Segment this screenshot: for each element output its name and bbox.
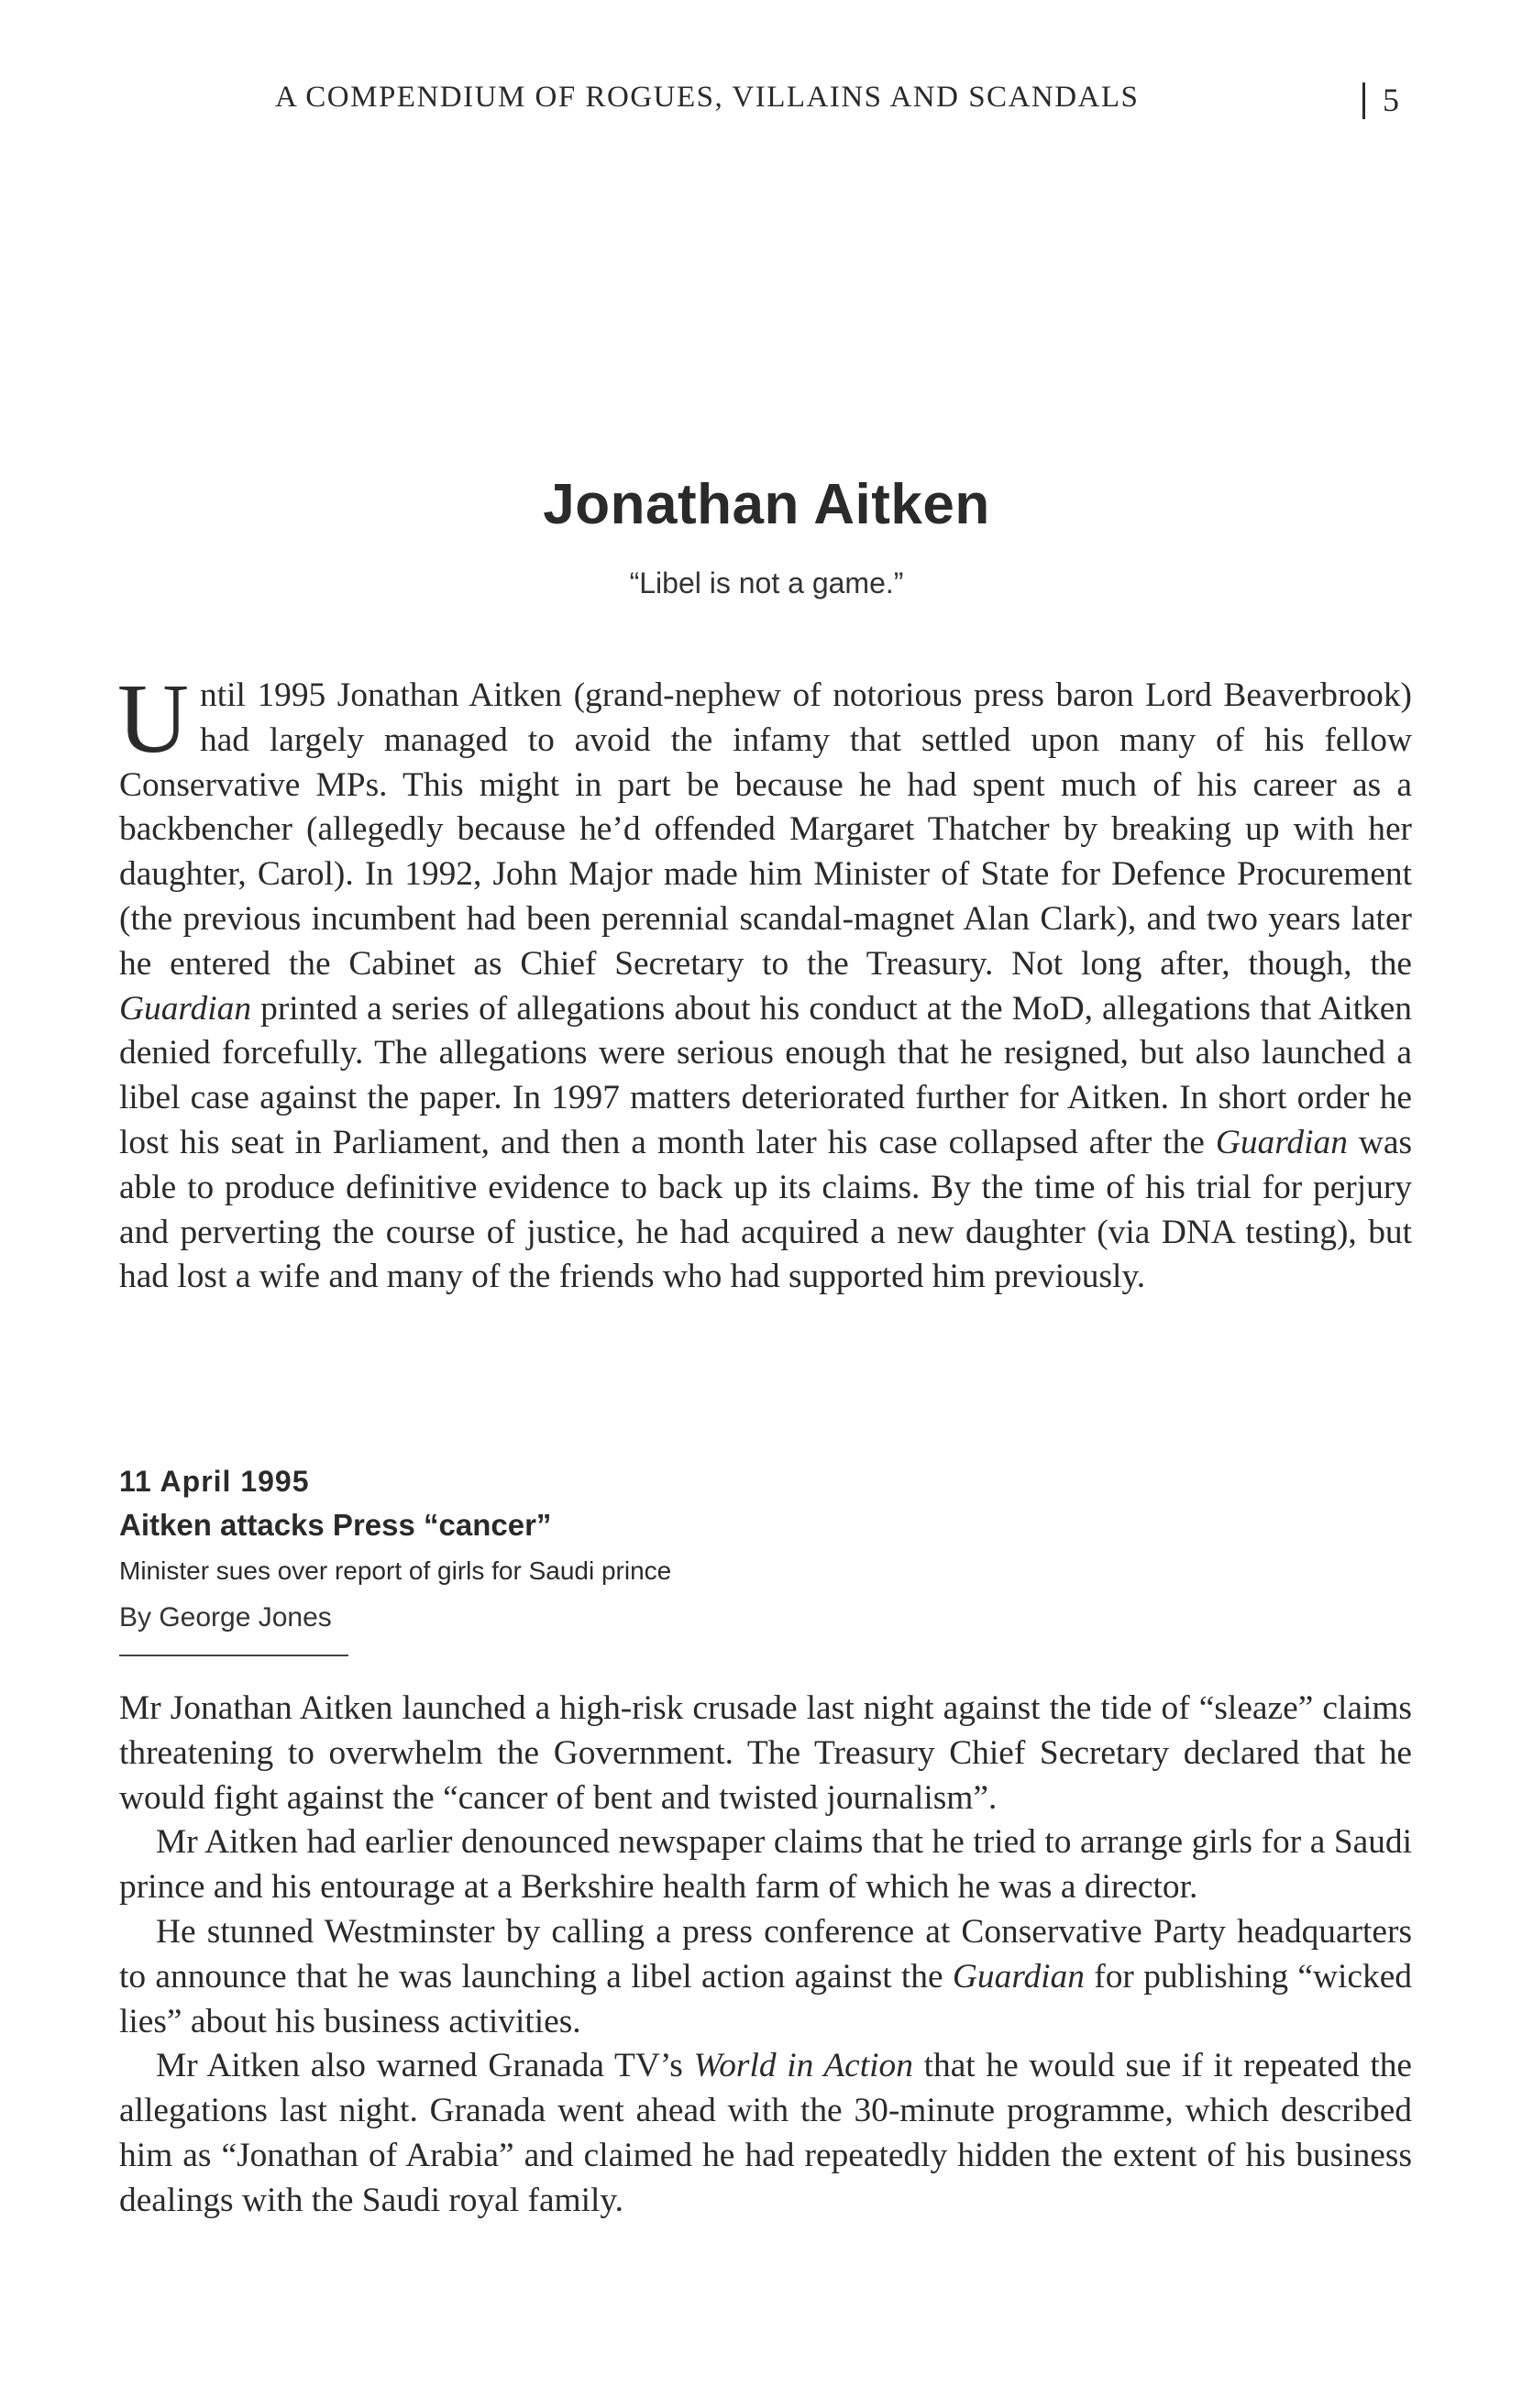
paragraph-text: Mr Aitken also warned Granada TV’s bbox=[156, 2047, 694, 2085]
article-byline: By George Jones bbox=[119, 1602, 332, 1633]
intro-text: was able to produce definitive evidence to back up its claims. By the time of his trial for perjury and perverting the course of justice, he had acquired a new daughter (via DNA testing), but had lost a wife and many of the friends who had supported him previously. bbox=[119, 1123, 1412, 1296]
paragraph-text: He stunned Westminster by calling a press conference at Conservative Party headquarters to announce that he was launching a libel action against the bbox=[119, 1912, 1412, 1996]
newspaper-name: Guardian bbox=[119, 989, 252, 1028]
article-paragraph bbox=[119, 1687, 1412, 1820]
article-headline: Aitken attacks Press “cancer” bbox=[119, 1508, 552, 1542]
intro-text: printed a series of allegations about his conduct at the MoD, allegations that Aitken denied forcefully. The allegations were serious enough that he resigned, but also launched a libel case against the paper. In 1997 matters deteriorated further for Aitken. In short order he lost his seat in Parliament, and then a month later his case collapsed after the bbox=[119, 989, 1412, 1161]
paragraph-text: for publishing “wicked lies” about his business activities. bbox=[119, 1957, 1412, 2040]
paragraph-text: Mr Jonathan Aitken launched a high-risk crusade last night against the tide of “sleaze” claims threatening to overwhelm the Government. The Treasury Chief Secretary declared that he would fight against the “cancer of bent and twisted journalism”. bbox=[119, 1689, 1412, 1817]
chapter-epigraph: “Libel is not a game.” bbox=[629, 566, 904, 599]
article-body bbox=[119, 1687, 1412, 2224]
programme-name: World in Action bbox=[693, 2047, 913, 2085]
newspaper-name: Guardian bbox=[952, 1957, 1085, 1996]
intro-text: ntil 1995 Jonathan Aitken (grand-nephew of notorious press baron Lord Beaverbrook) had largely managed to avoid the infamy that settled upon many of his fellow Conservative MPs. This might in part be because he had spent much of his career as a backbencher (allegedly because he’d offended Margaret Thatcher by breaking up with her daughter, Carol). In 1992, John Major made him Minister of State for Defence Procurement (the previous incumbent had been perennial scandal-magnet Alan Clark), and two years later he entered the Cabinet as Chief Secretary to the Treasury. Not long after, though, the bbox=[119, 676, 1412, 983]
article-paragraph bbox=[119, 2044, 1412, 2223]
intro-paragraph bbox=[117, 665, 1412, 1300]
article-date: 11 April 1995 bbox=[119, 1465, 310, 1498]
paragraph-text: Mr Aitken had earlier denounced newspaper claims that he tried to arrange girls for a Saudi prince and his entourage at a Berkshire health farm of which he was a director. bbox=[119, 1823, 1412, 1907]
drop-cap: U bbox=[117, 665, 189, 774]
header-divider bbox=[1362, 82, 1365, 119]
article-subheadline: Minister sues over report of girls for Saudi prince bbox=[119, 1556, 672, 1585]
newspaper-name: Guardian bbox=[1215, 1123, 1348, 1161]
article-paragraph bbox=[119, 1910, 1412, 2044]
running-header bbox=[275, 81, 1412, 126]
article-paragraph bbox=[119, 1820, 1412, 1910]
running-title: A COMPENDIUM OF ROGUES, VILLAINS AND SCANDALS bbox=[275, 81, 1140, 114]
page-number: 5 bbox=[1383, 82, 1399, 118]
paragraph-text: that he would sue if it repeated the allegations last night. Granada went ahead with the 30-minute programme, which described him as “Jonathan of Arabia” and claimed he had repeatedly hidden the extent of his business dealings with the Saudi royal family. bbox=[119, 2047, 1412, 2219]
chapter-title: Jonathan Aitken bbox=[543, 473, 990, 536]
byline-divider bbox=[119, 1655, 348, 1656]
